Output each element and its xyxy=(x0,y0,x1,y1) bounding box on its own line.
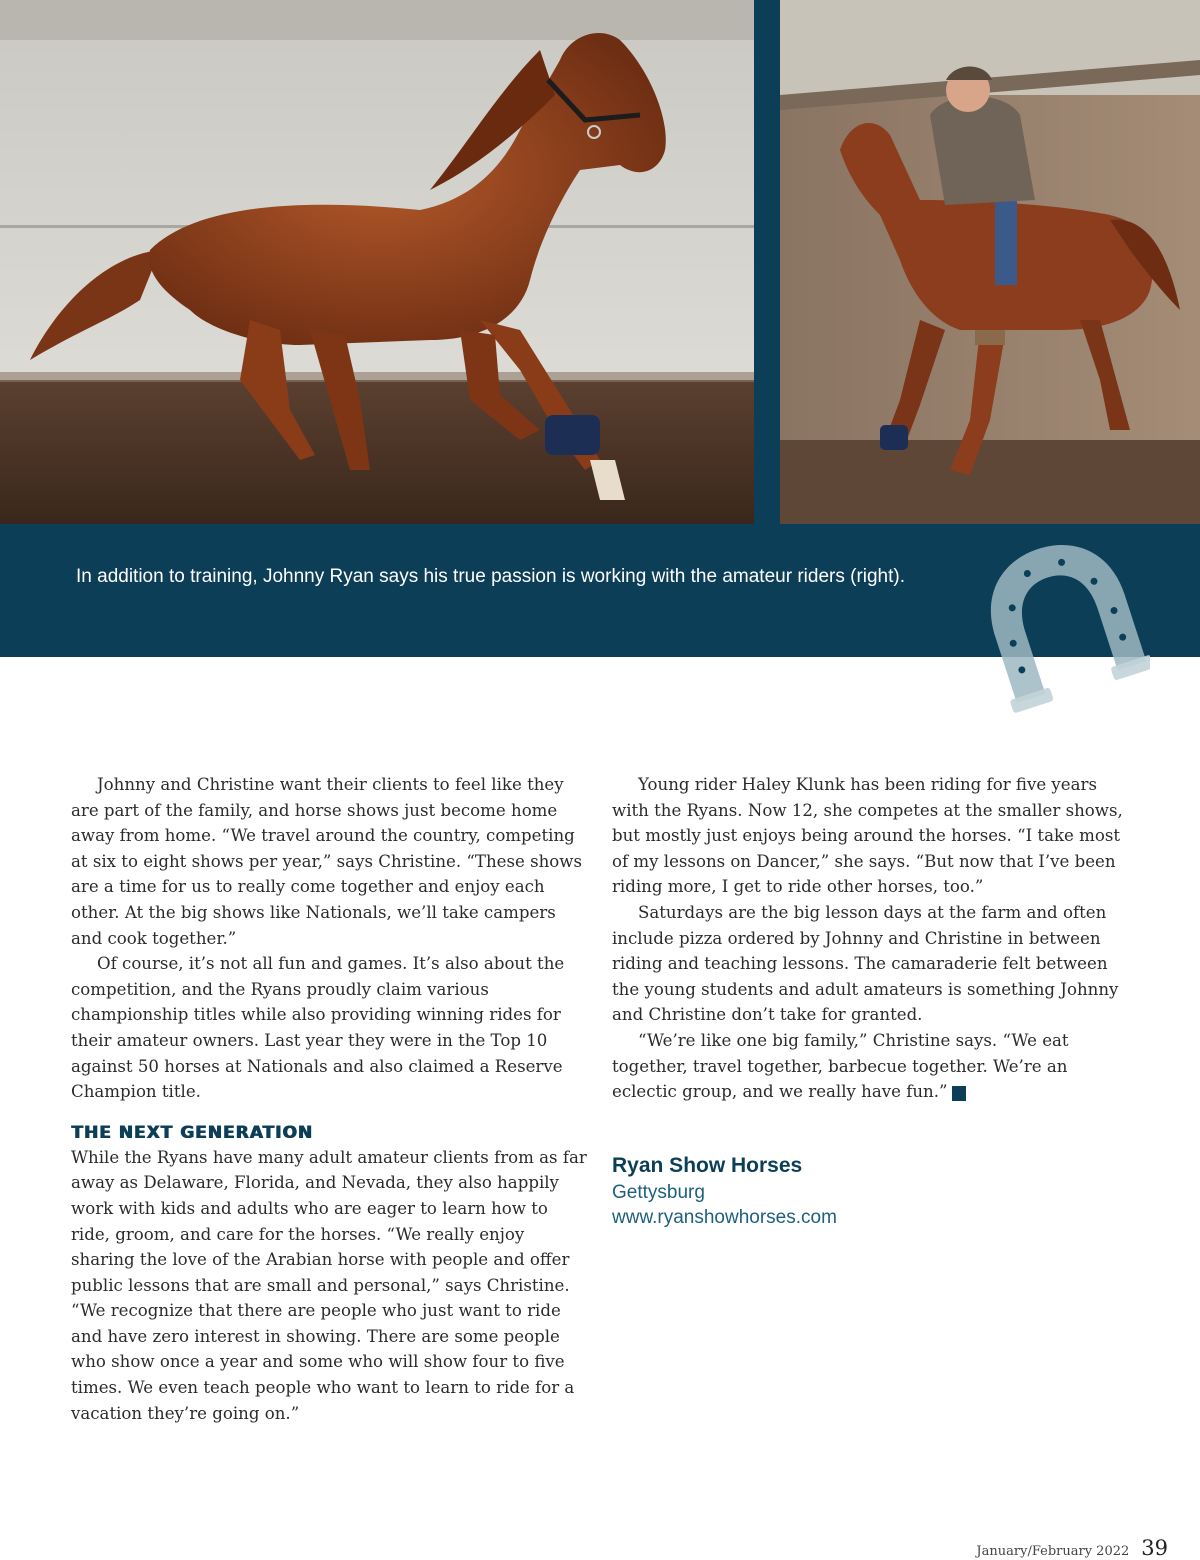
horseshoe-icon xyxy=(975,535,1150,715)
page-number: 39 xyxy=(1141,1536,1168,1560)
paragraph-text: “We’re like one big family,” Christine says. “We eat together, travel together, barbecue together. We’re an eclectic group, and we really have fun.” xyxy=(612,1030,1069,1102)
paragraph: While the Ryans have many adult amateur clients from as far away as Delaware, Florida, and Nevada, they also happily work with kids and adults who are eager to learn how to ride, groom, and care for the horses. “We really enjoy sharing the love of the Arabian horse with people and offer public lessons that are small and personal,” says Christine. “We recognize that there are people who just want to ride and have zero interest in showing. There are some people who show once a year and some who will show four to five times. We even teach people who want to learn to ride for a vacation they’re going on.” xyxy=(71,1147,587,1423)
paragraph: Young rider Haley Klunk has been riding for five years with the Ryans. Now 12, she competes at the smaller shows, but mostly just enjoys being around the horses. “I take most of my lessons on Dancer,” she says. “But now that I’ve been riding more, I get to ride other horses, too.” xyxy=(612,775,1123,897)
paragraph xyxy=(612,1028,1132,1105)
photo-caption: In addition to training, Johnny Ryan says his true passion is working with the amateur riders (right). xyxy=(76,566,906,587)
business-url-link[interactable]: www.ryanshowhorses.com xyxy=(612,1207,837,1228)
photo-gutter xyxy=(754,0,780,524)
horse-photo-left xyxy=(0,0,754,524)
issue-date: January/February 2022 xyxy=(976,1544,1130,1559)
contact-block xyxy=(612,1152,837,1230)
end-mark-icon: G xyxy=(952,1086,966,1101)
page-footer xyxy=(976,1536,1168,1558)
paragraph: Saturdays are the big lesson days at the farm and often include pizza ordered by Johnny and Christine in between riding and teaching lessons. The camaraderie felt between the young students and adult amateurs is something Johnny and Christine don’t take for granted. xyxy=(612,902,1119,1025)
paragraph: Of course, it’s not all fun and games. It’s also about the competition, and the Ryans proudly claim various championship titles while also providing winning rides for their amateur owners. Last year they were in the Top 10 against 50 horses at Nationals and also claimed a Reserve Champion title. xyxy=(71,954,565,1102)
business-name: Ryan Show Horses xyxy=(612,1154,803,1177)
rider-photo-right xyxy=(780,0,1200,524)
section-subhead: THE NEXT GENERATION xyxy=(71,1122,313,1143)
business-city: Gettysburg xyxy=(612,1182,705,1203)
article-column-left xyxy=(71,772,591,1426)
paragraph: Johnny and Christine want their clients to feel like they are part of the family, and horse shows just become home away from home. “We travel around the country, competing at six to eight shows per year,” says Christine. “These shows are a time for us to really come together and enjoy each other. At the big shows like Nationals, we’ll take campers and cook together.” xyxy=(71,775,582,948)
article-column-right xyxy=(612,772,1132,1105)
